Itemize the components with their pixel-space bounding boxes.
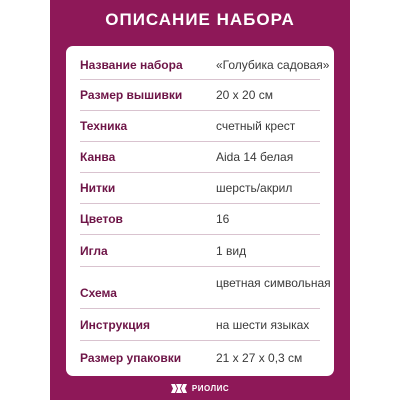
- row-label: Цветов: [80, 212, 123, 226]
- row-divider: [80, 141, 320, 142]
- description-card: [66, 46, 334, 376]
- row-threads: [66, 177, 334, 199]
- row-value: на шести языках: [216, 318, 310, 332]
- row-divider: [80, 79, 320, 80]
- row-value: 1 вид: [216, 244, 247, 258]
- row-label: Инструкция: [80, 318, 151, 332]
- page-title: ОПИСАНИЕ НАБОРА: [105, 10, 295, 29]
- row-divider: [80, 172, 320, 173]
- row-kit-name: [66, 54, 334, 76]
- row-package-size: [66, 347, 334, 369]
- row-label: Нитки: [80, 181, 116, 195]
- riolis-logo-icon: [171, 384, 187, 393]
- row-label: Игла: [80, 244, 108, 258]
- row-technique: [66, 115, 334, 137]
- brand-footer: [50, 381, 350, 395]
- row-label: Техника: [80, 119, 128, 133]
- row-divider: [80, 340, 320, 341]
- row-canvas: [66, 146, 334, 168]
- row-divider: [80, 110, 320, 111]
- row-label: Канва: [80, 150, 116, 164]
- row-value: счетный крест: [216, 119, 296, 133]
- row-colors: [66, 208, 334, 230]
- row-label: Размер вышивки: [80, 88, 183, 102]
- row-value: цветная символьная: [216, 276, 331, 290]
- row-divider: [80, 234, 320, 235]
- row-value: 16: [216, 212, 230, 226]
- row-needle: [66, 240, 334, 262]
- row-divider: [80, 266, 320, 267]
- row-divider: [80, 203, 320, 204]
- row-label: Схема: [80, 286, 117, 300]
- row-divider: [80, 308, 320, 309]
- row-value: 21 х 27 х 0,3 см: [216, 351, 303, 365]
- row-chart: [66, 276, 334, 304]
- brand-name: РИОЛИС: [191, 383, 230, 393]
- row-value: 20 х 20 см: [216, 88, 273, 102]
- row-instructions: [66, 314, 334, 336]
- description-sheet: [50, 0, 350, 400]
- row-label: Название набора: [80, 58, 183, 72]
- row-value: шерсть/акрил: [216, 181, 293, 195]
- row-value: «Голубика садовая»: [216, 58, 330, 72]
- row-label: Размер упаковки: [80, 351, 182, 365]
- row-value: Aida 14 белая: [216, 150, 294, 164]
- row-embroidery-size: [66, 84, 334, 106]
